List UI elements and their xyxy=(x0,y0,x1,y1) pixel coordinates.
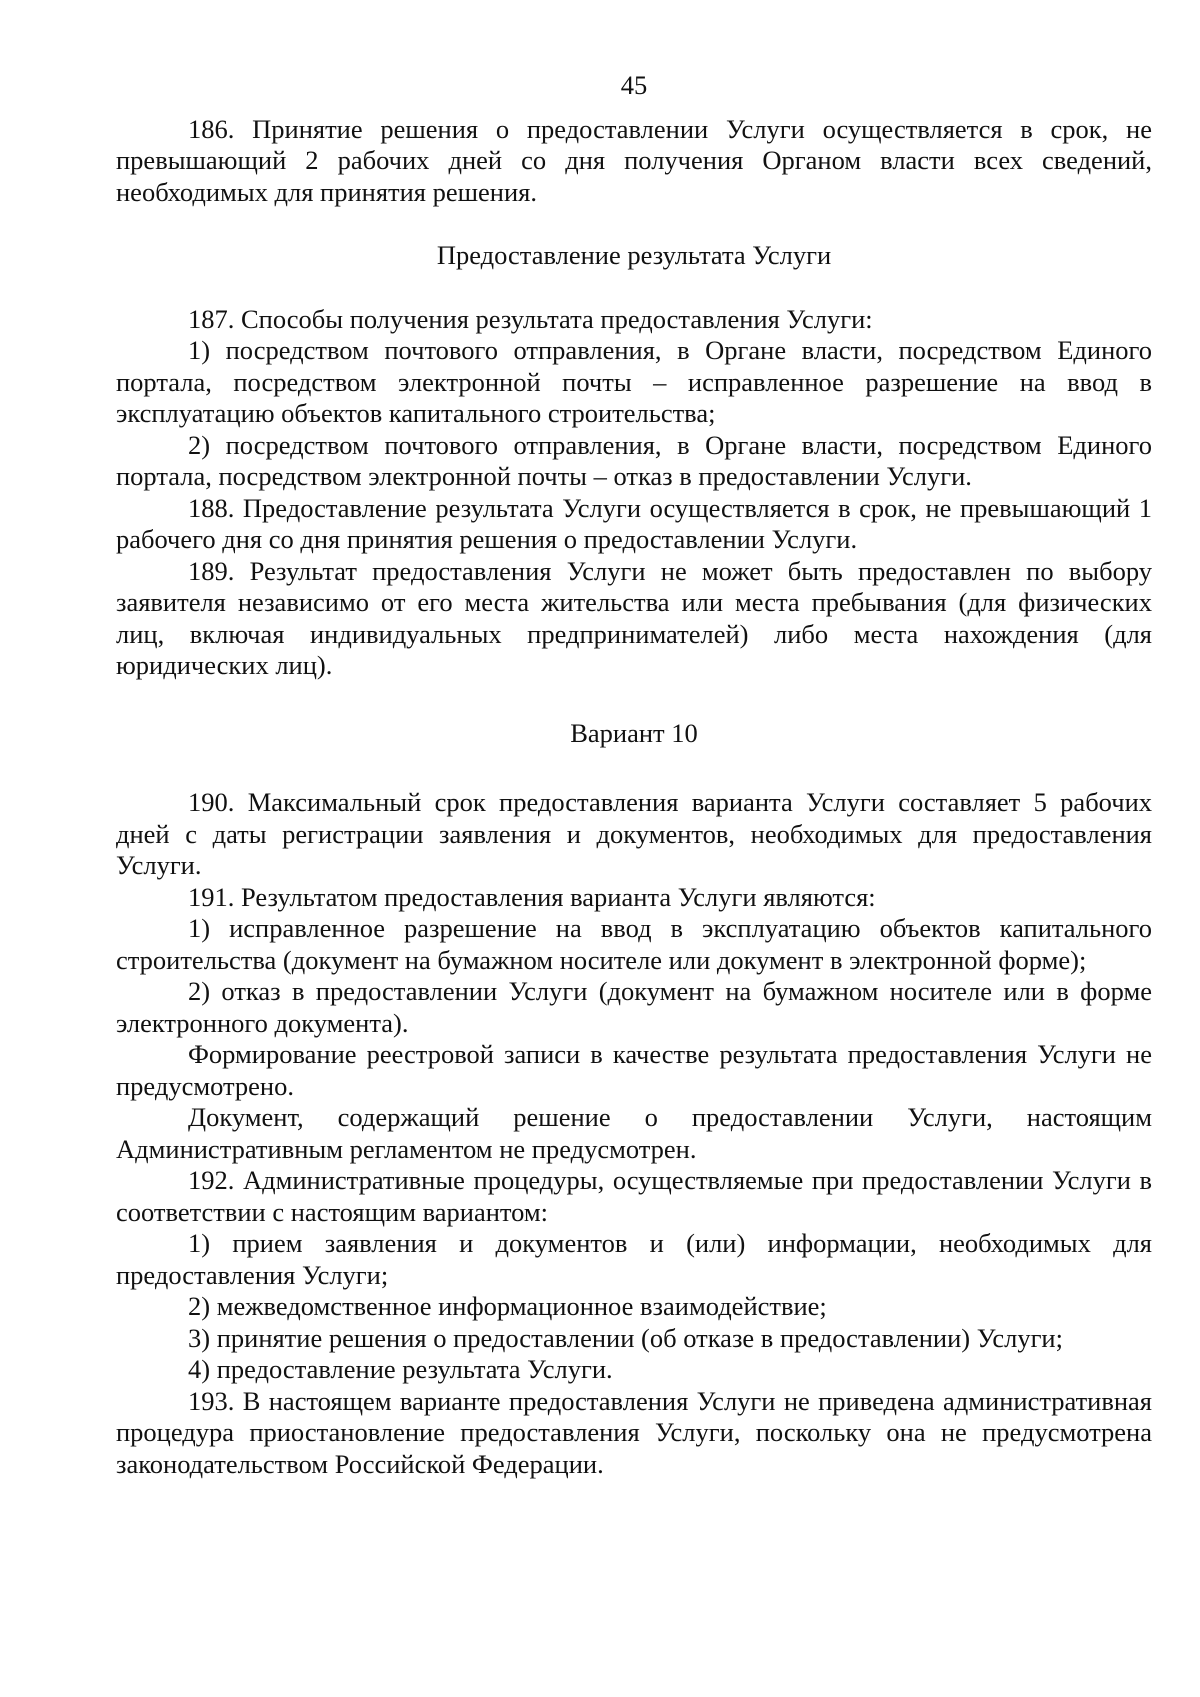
paragraph-187: 187. Способы получения результата предоставления Услуги: xyxy=(188,303,873,334)
paragraph-192: 192. Административные процедуры, осуществляемые при предоставлении Услуги в соответствии с настоящим вариантом: xyxy=(116,1165,1152,1227)
document-page xyxy=(116,70,1152,1480)
paragraph-191-item-1: 1) исправленное разрешение на ввод в эксплуатацию объектов капитального строительства (документ на бумажном носителе или документ в электронной форме); xyxy=(116,913,1152,975)
paragraph-190: 190. Максимальный срок предоставления варианта Услуги составляет 5 рабочих дней с даты регистрации заявления и документов, необходимых для предоставления Услуги. xyxy=(116,787,1152,880)
paragraph-188: 188. Предоставление результата Услуги осуществляется в срок, не превышающий 1 рабочего дня со дня принятия решения о предоставлении Услуги. xyxy=(116,492,1152,554)
paragraph-186: 186. Принятие решения о предоставлении Услуги осуществляется в срок, не превышающий 2 рабочих дней со дня получения Органом власти всех сведений, необходимых для принятия решения. xyxy=(116,113,1152,207)
page-number: 45 xyxy=(620,70,648,100)
paragraph-decision-document: Документ, содержащий решение о предоставлении Услуги, настоящим Административным регламентом не предусмотрен. xyxy=(116,1102,1152,1164)
paragraph-registry-record: Формирование реестровой записи в качестве результата предоставления Услуги не предусмотрено. xyxy=(116,1039,1152,1101)
paragraph-189: 189. Результат предоставления Услуги не может быть предоставлен по выбору заявителя независимо от его места жительства или места пребывания (для физических лиц, включая индивидуальных предпринимателей) либо места нахождения (для юридических лиц). xyxy=(116,555,1152,680)
paragraph-191: 191. Результатом предоставления варианта Услуги являются: xyxy=(188,881,876,912)
paragraph-192-item-1: 1) прием заявления и документов и (или) информации, необходимых для предоставления Услуги; xyxy=(116,1228,1152,1290)
paragraph-192-item-4: 4) предоставление результата Услуги. xyxy=(188,1354,613,1384)
section-heading-variant: Вариант 10 xyxy=(570,717,698,748)
section-heading-result: Предоставление результата Услуги xyxy=(436,240,832,270)
paragraph-193: 193. В настоящем варианте предоставления Услуги не приведена административная процедура приостановление предоставления Услуги, поскольку она не предусмотрена законодательством Российской Федерации. xyxy=(116,1385,1152,1479)
paragraph-191-item-2: 2) отказ в предоставлении Услуги (документ на бумажном носителе или в форме электронного документа). xyxy=(116,976,1152,1038)
paragraph-192-item-2: 2) межведомственное информационное взаимодействие; xyxy=(188,1291,827,1321)
paragraph-187-item-1: 1) посредством почтового отправления, в Органе власти, посредством Единого портала, посредством электронной почты – исправленное разрешение на ввод в эксплуатацию объектов капитального строительства; xyxy=(116,335,1152,428)
paragraph-187-item-2: 2) посредством почтового отправления, в Органе власти, посредством Единого портала, посредством электронной почты – отказ в предоставлении Услуги. xyxy=(116,429,1152,491)
paragraph-192-item-3: 3) принятие решения о предоставлении (об отказе в предоставлении) Услуги; xyxy=(188,1322,1063,1353)
